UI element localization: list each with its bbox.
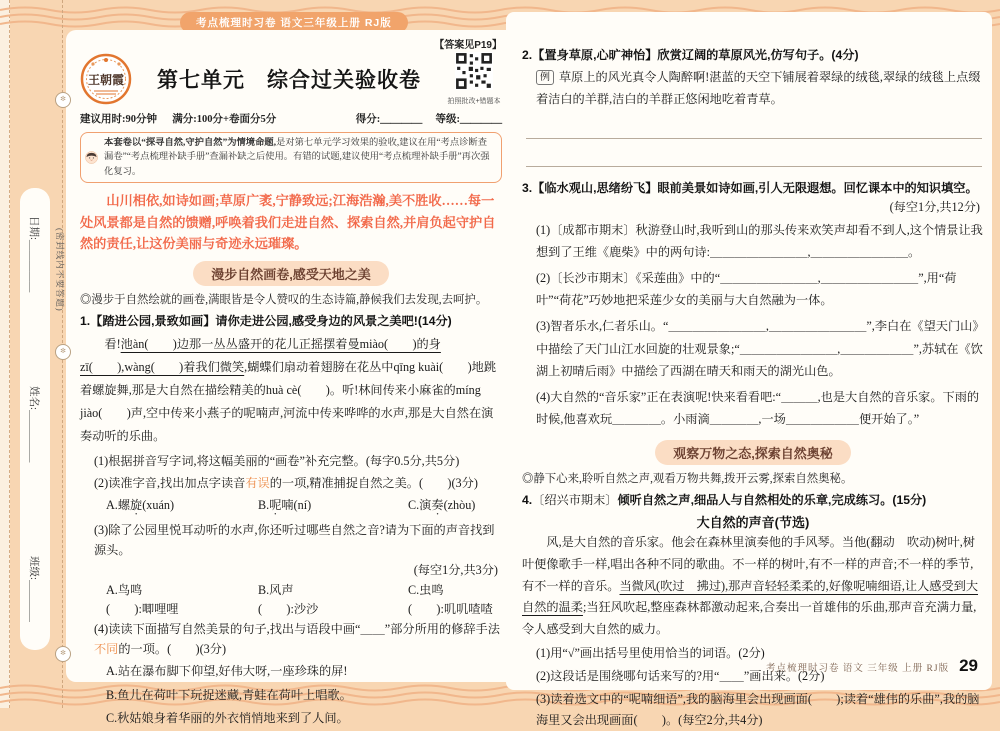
q4-passage-post: ;当狂风吹起,整座森林都激动起来,合奏出一首雄伟的乐曲,那声音充满力量,令人感受到大自然的威力。 bbox=[522, 600, 977, 637]
q1-sub4 bbox=[94, 620, 502, 660]
section-heading-1: 漫步自然画卷,感受天地之美 bbox=[193, 261, 389, 286]
q1-sub2 bbox=[94, 474, 502, 494]
q1-sub3-option-a: A.鸟鸣 bbox=[106, 582, 143, 597]
q3-sub1: (1)〔成都市期末〕秋游登山时,我听到山的那头传来欢笑声却看不到人,这个情景让我想到了王维《鹿柴》中的两句诗:＿＿＿＿＿＿＿＿,＿＿＿＿＿＿＿＿。 bbox=[536, 222, 983, 260]
q1-sub2-pre: (2)读准字音,找出加点字读音 bbox=[94, 476, 246, 491]
example-badge: 例 bbox=[536, 70, 554, 85]
suggested-time: 建议用时:90分钟 bbox=[80, 114, 157, 125]
q1-sub4-option-b: B.鱼儿在荷叶下玩捉迷藏,青蛙在荷叶上唱歌。 bbox=[106, 687, 352, 702]
q1-passage-underlined: 池àn( )边那一丛丛盛开的花儿正摇摆着曼miào( )的身zī( ),wàng( )着我们微笑 bbox=[80, 336, 441, 374]
section-lead-2: ◎静下心来,聆听自然之声,观看万物共舞,拨开云雾,探索自然奥秘。 bbox=[522, 472, 853, 485]
q1-sub1: (1)根据拼音写字词,将这幅美丽的“画卷”补充完整。(每字0.5分,共5分) bbox=[94, 453, 460, 468]
q4-sub3: (3)读着选文中的“呢喃细语”,我的脑海里会出现画面( );读着“雄伟的乐曲”,我的脑海里又会出现画面( )。(每空2分,共4分) bbox=[536, 692, 980, 728]
q4-sub2: (2)这段话是围绕哪句话来写的?用“＿＿”画出来。(2分) bbox=[536, 668, 825, 683]
usage-notice-box bbox=[80, 132, 502, 183]
page-footer bbox=[766, 656, 978, 676]
left-page-column bbox=[80, 36, 502, 729]
q1-sub2-option-a: A.螺旋(xuán) bbox=[106, 498, 175, 513]
q1-sub2-options bbox=[106, 496, 502, 518]
q1-sub3-blank-b: ( ):沙沙 bbox=[258, 601, 319, 616]
series-banner: 考点梳理时习卷 语文三年级上册 RJ版 bbox=[180, 12, 408, 33]
seal-stamp-icon: ✼ bbox=[55, 92, 71, 108]
q4-passage bbox=[522, 532, 984, 641]
usage-notice-text bbox=[104, 136, 493, 179]
q4-sub1: (1)用“√”画出括号里使用恰当的词语。(2分) bbox=[536, 645, 765, 660]
q4-stem-text: 倾听自然之声,细品人与自然相处的乐章,完成练习。(15分) bbox=[617, 492, 927, 507]
q1-sub3-options bbox=[106, 581, 502, 598]
q3-sub4: (4)大自然的“音乐家”正在表演呢!快来看看吧:“＿＿＿,也是大自然的音乐家。下雨的时候,他喜欢玩＿＿＿＿。小雨滴＿＿＿＿,一场＿＿＿＿＿＿便开始了。” bbox=[536, 389, 980, 427]
date-field: 日期:＿＿＿＿＿ bbox=[28, 216, 40, 293]
q1-sub4-option-c: C.秋姑娘身着华丽的外衣悄悄地来到了人间。 bbox=[106, 711, 349, 726]
seal-stamp-icon: ✼ bbox=[55, 646, 71, 662]
q1-sub3-option-b: B.风声 bbox=[258, 582, 294, 597]
q1-passage-post: ,蝴蝶们扇动着翅膀在花丛中qīng kuài( )地跳着螺旋舞,那是大自然在描绘精美的huà cè( )。听!林间传来小麻雀的míng jiào( )声,空中传来小燕子的呢喃声,河流中传来哗哗的水声,那是大自然在演奏动听的乐曲。 bbox=[80, 359, 497, 444]
q1-sub3-option-c: C.虫鸣 bbox=[408, 582, 444, 597]
q1-sub3-blank-a: ( ):唧哩哩 bbox=[106, 601, 179, 616]
q4-passage-pre: 风,是大自然的音乐家。他会在森林里演奏他的手风琴。当他(翻动 吹动)树叶,树叶便像歌手一样,唱出各种不同的歌曲。不一样的树叶,有不一样的声音;不一样的季节,有不一样的音乐。 bbox=[522, 535, 975, 593]
q1-sub2-option-b: B.呢喃(ní) bbox=[258, 498, 312, 513]
q1-sub3: (3)除了公园里悦耳动听的水声,你还听过哪些自然之音?请为下面的声音找到源头。 bbox=[94, 523, 495, 557]
qr-block bbox=[446, 52, 502, 106]
qr-code-icon bbox=[455, 52, 493, 90]
student-info-fields bbox=[21, 190, 49, 648]
q1-sub2-post: 的一项,精准捕捉自然之美。( )(3分) bbox=[269, 476, 478, 491]
full-score: 满分:100分+卷面分5分 bbox=[172, 114, 277, 125]
qr-caption: 拍照批改+错题本 bbox=[447, 98, 501, 105]
exam-info-row bbox=[80, 111, 502, 126]
q1-sub2-option-c: C.演奏(zhòu) bbox=[408, 498, 476, 513]
class-field: 班级:＿＿＿＿ bbox=[28, 556, 40, 622]
q3-stem: 3.【临水观山,思绪纷飞】眼前美景如诗如画,引人无限遐想。回忆课本中的知识填空。 bbox=[522, 181, 978, 196]
q2-answer-line bbox=[526, 139, 982, 167]
q2-answer-line bbox=[526, 111, 982, 139]
q1-sub4-pre: (4)读读下面描写自然美景的句子,找出与语段中画“＿＿”部分所用的修辞手法 bbox=[94, 621, 500, 636]
section-heading-2: 观察万物之态,探索自然奥秘 bbox=[655, 440, 851, 465]
notice-rest: 是对第七单元学习效果的验收,建议在用“考点诊断查漏卷”“考点梳理补缺手册”查漏补缺之后使用。有错的试题,建议使用“考点梳理补缺手册”再次强化复习。 bbox=[104, 138, 490, 177]
q2-example bbox=[536, 67, 984, 111]
right-page-column bbox=[522, 46, 984, 731]
q1-passage-pre: 看! bbox=[104, 336, 121, 351]
binding-edge bbox=[0, 0, 10, 708]
q4-source-tag: 〔绍兴市期末〕 bbox=[532, 492, 618, 507]
paper-title: 第七单元 综合过关验收卷 bbox=[157, 69, 421, 92]
q3-score: (每空1分,共12分) bbox=[889, 199, 980, 214]
q4-stem bbox=[522, 491, 984, 509]
name-field: 姓名:＿＿＿＿＿ bbox=[28, 386, 40, 463]
seal-warning: (密封线内不要答题) bbox=[55, 228, 65, 312]
q4-passage-underlined: 当微风(吹过 拂过),那声音轻轻柔柔的,好像呢喃细语,让人感受到大自然的温柔 bbox=[522, 578, 979, 615]
answer-reference: 【答案见P19】 bbox=[434, 40, 502, 51]
page-number: 29 bbox=[959, 656, 978, 675]
brand-logo bbox=[80, 53, 132, 105]
q4-number: 4. bbox=[522, 492, 533, 507]
q4-passage-title: 大自然的声音(节选) bbox=[696, 515, 810, 531]
grade-blank: 等级:＿＿＿＿ bbox=[435, 114, 502, 125]
q1-sub3-blank-c: ( ):叽叽喳喳 bbox=[408, 601, 493, 616]
q1-passage bbox=[80, 333, 502, 449]
theme-intro: 山川相依,如诗如画;草原广袤,宁静致远;江海浩瀚,美不胜收……每一处风景都是自然的馈赠,呼唤着我们走进自然、探索自然,并肩负起守护自然的责任,让这份美丽与奇迹永远璀璨。 bbox=[80, 193, 496, 251]
q1-sub3-blanks bbox=[106, 600, 502, 617]
score-blank: 得分:＿＿＿＿ bbox=[355, 114, 423, 125]
footer-series-text: 考点梳理时习卷 语文 三年级 上册 RJ版 bbox=[766, 664, 950, 674]
q3-sub3: (3)智者乐水,仁者乐山。“＿＿＿＿＿＿＿＿,＿＿＿＿＿＿＿＿”,李白在《望天门山》中描绘了天门山江水回旋的壮观景象;“＿＿＿＿＿＿＿＿,＿＿＿＿＿＿”,苏轼在《饮湖上初晴后雨》中描绘了西湖在晴天和雨天的湖光山色。 bbox=[536, 319, 983, 379]
q1-sub4-highlight: 不同 bbox=[94, 641, 119, 656]
paper-header bbox=[80, 52, 502, 106]
q1-sub3-score: (每空1分,共3分) bbox=[413, 562, 498, 577]
notice-bold: 本套卷以“探寻自然,守护自然”为情境命题, bbox=[104, 138, 277, 148]
q2-example-text: 草原上的风光真令人陶醉啊!湛蓝的天空下铺展着翠绿的绒毯,翠绿的绒毯上点缀着洁白的羊群,洁白的羊群正悠闲地吃着青草。 bbox=[536, 70, 981, 107]
q1-sub2-highlight: 有误 bbox=[245, 476, 270, 491]
seal-stamp-icon: ✼ bbox=[55, 344, 71, 360]
student-avatar-icon bbox=[85, 144, 98, 171]
svg-text:王朝霞: 王朝霞 bbox=[87, 73, 125, 87]
section-lead-1: ◎漫步于自然绘就的画卷,满眼皆是令人赞叹的生态诗篇,静候我们去发现,去呵护。 bbox=[80, 294, 488, 307]
q2-stem: 2.【置身草原,心旷神怡】欣赏辽阔的草原风光,仿写句子。(4分) bbox=[522, 48, 859, 62]
q3-sub2: (2)〔长沙市期末〕《采莲曲》中的“＿＿＿＿＿＿＿＿,＿＿＿＿＿＿＿＿”,用“荷叶”“荷花”巧妙地把采莲少女的美丽与大自然融为一体。 bbox=[536, 270, 957, 308]
q1-stem: 1.【踏进公园,景致如画】请你走进公园,感受身边的风景之美吧!(14分) bbox=[80, 314, 452, 329]
q1-sub4-option-a: A.站在瀑布脚下仰望,好伟大呀,一座珍珠的屏! bbox=[106, 664, 348, 679]
q1-sub4-post: 的一项。( )(3分) bbox=[118, 641, 227, 656]
